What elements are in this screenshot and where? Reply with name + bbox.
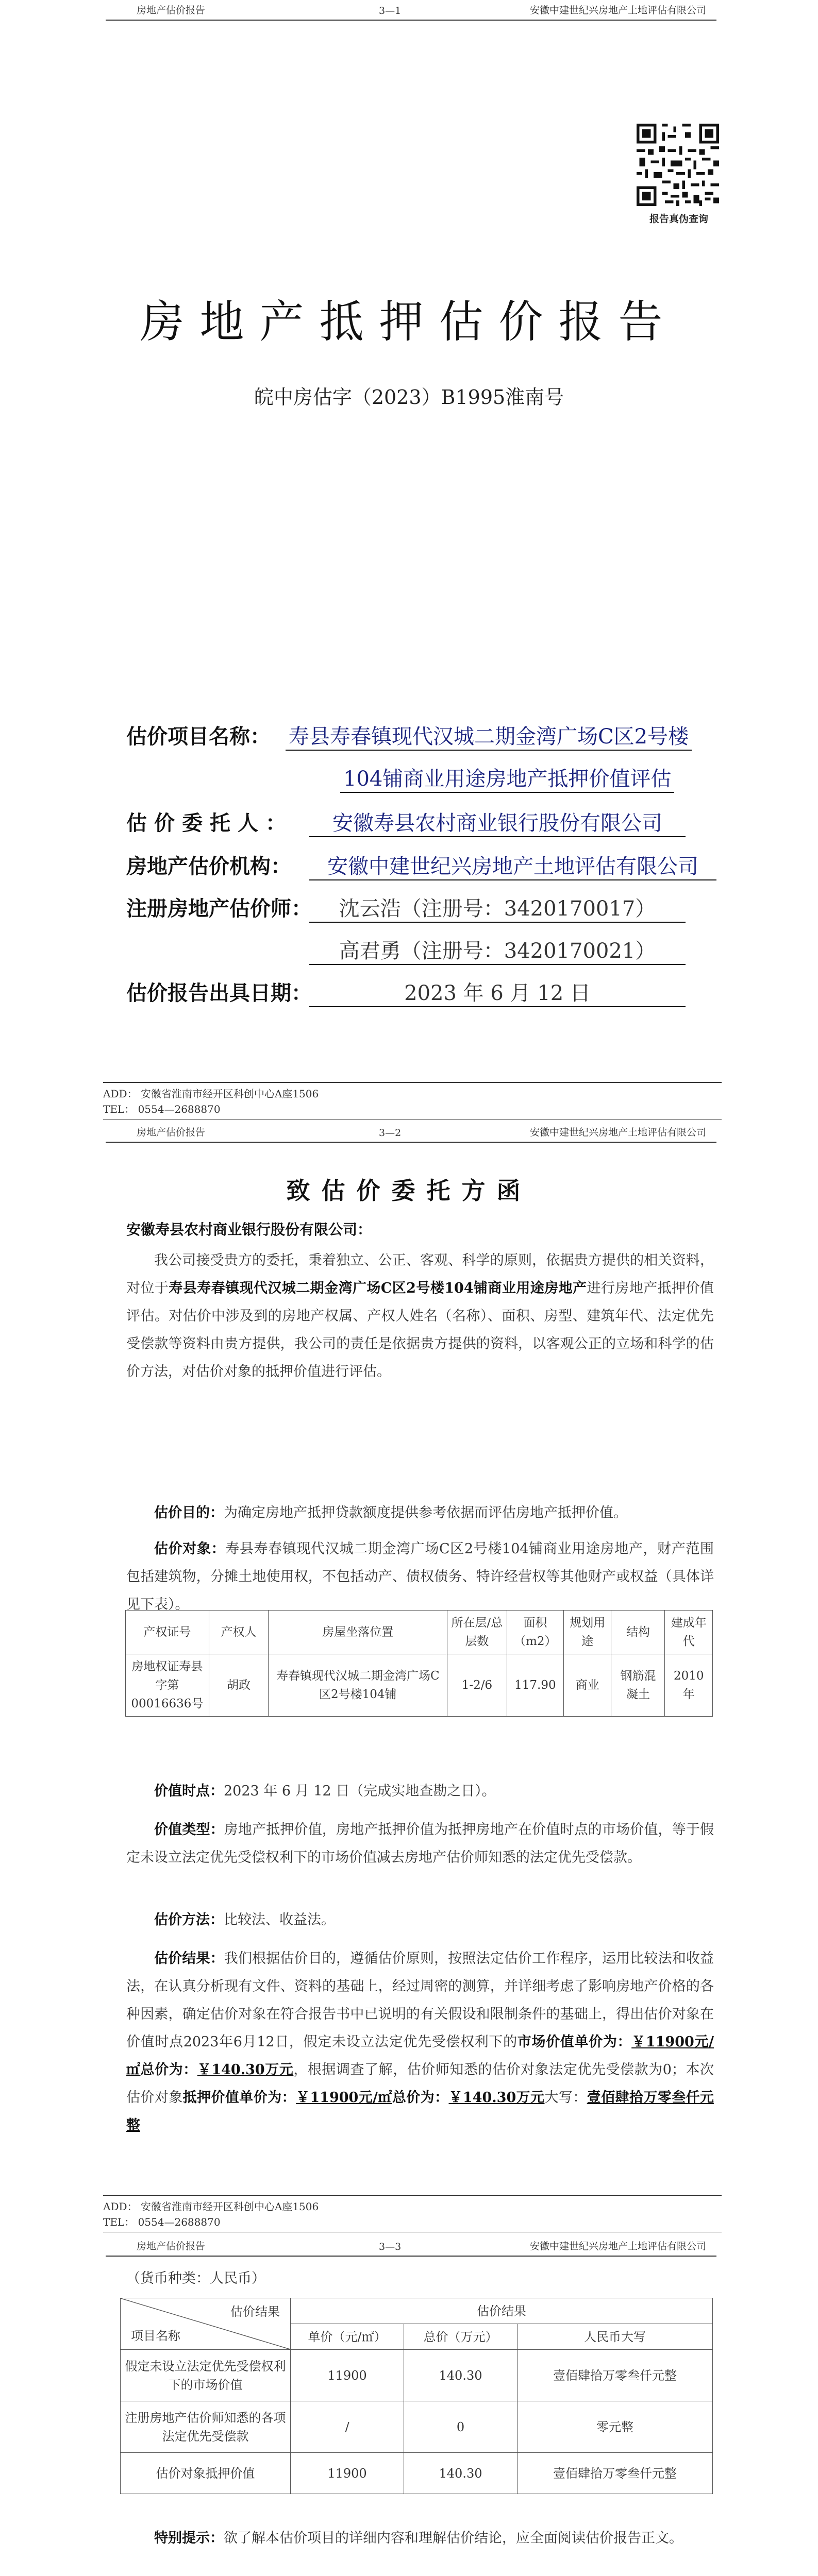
appraiser-row — [126, 892, 312, 922]
table-row — [121, 2453, 713, 2494]
result-paragraph: 估价结果：我们根据估价目的，遵循估价原则，按照法定估价工作程序，运用比较法和收益法，在认真分析现有文件、资料的基础上，经过周密的测算，并详细考虑了影响房地产价格的各种因素，确定估价对象在符合报告书中已说明的有关假设和限制条件的基础上，得出估价对象在价值时点2023年6月12日，假定未设立法定优先受偿权利下的市场价值单价为：￥11900元/㎡总价为：￥140.30万元，根据调查了解，估价师知悉的估价对象法定优先受偿款为0；本次估价对象抵押价值单价为：￥11900元/㎡总价为：￥140.30万元大写：壹佰肆拾万零叁仟元整 — [126, 1951, 714, 2133]
footer-address: ADD： 安徽省淮南市经开区科创中心A座1506 — [103, 2200, 319, 2213]
table-cell: 寿春镇现代汉城二期金湾广场C区2号楼104铺 — [269, 1654, 447, 1717]
agency-label: 房地产估价机构： — [126, 854, 291, 878]
result-group-header: 估价结果 — [291, 2298, 713, 2324]
report-title: 房地产抵押估价报告 — [140, 296, 678, 348]
table-cell: 11900 — [291, 2453, 404, 2494]
project-name-label: 估价项目名称： — [126, 724, 271, 749]
header-page-number: 3—3 — [379, 2241, 402, 2252]
agency-value: 安徽中建世纪兴房地产土地评估有限公司 — [309, 850, 716, 880]
page-footer — [103, 1082, 722, 1120]
table-header: 建成年代 — [665, 1611, 713, 1654]
page-footer — [103, 2195, 722, 2232]
appraiser-label: 注册房地产估价师： — [126, 896, 312, 921]
purpose-paragraph: 估价目的：为确定房地产抵押贷款额度提供参考依据而评估房地产抵押价值。 — [154, 1505, 627, 1521]
project-name-value-1: 寿县寿春镇现代汉城二期金湾广场C区2号楼 — [286, 720, 692, 751]
value-time-paragraph: 价值时点：2023 年 6 月 12 日（完成实地查勘之日）。 — [154, 1783, 496, 1799]
table-cell: 假定未设立法定优先受偿权利下的市场价值 — [121, 2350, 291, 2401]
table-cell: 140.30 — [404, 2350, 517, 2401]
header-right: 安徽中建世纪兴房地产土地评估有限公司 — [529, 2241, 706, 2252]
table-cell: 0 — [404, 2401, 517, 2453]
table-header: 产权证号 — [126, 1611, 209, 1654]
footer-address: ADD： 安徽省淮南市经开区科创中心A座1506 — [103, 1088, 319, 1100]
table-header: 产权人 — [209, 1611, 269, 1654]
qr-caption: 报告真伪查询 — [649, 213, 708, 225]
header-left: 房地产估价报告 — [137, 5, 206, 16]
table-cell: 2010年 — [665, 1654, 713, 1717]
result-project-label: 项目名称 — [131, 2329, 180, 2343]
header-page-number: 3—2 — [379, 1127, 402, 1139]
date-value: 2023 年 6 月 12 日 — [309, 977, 686, 1007]
table-cell: 估价对象抵押价值 — [121, 2453, 291, 2494]
header-right: 安徽中建世纪兴房地产土地评估有限公司 — [529, 1127, 706, 1138]
table-cell: 零元整 — [517, 2401, 713, 2453]
date-label: 估价报告出具日期： — [126, 981, 312, 1005]
header-left: 房地产估价报告 — [137, 2241, 206, 2252]
currency-line: （货币种类：人民币） — [126, 2270, 265, 2286]
project-name-value-2: 104铺商业用途房地产抵押价值评估 — [340, 762, 674, 793]
result-col-unit: 单价（元/㎡） — [291, 2324, 404, 2350]
table-cell: 1-2/6 — [447, 1654, 507, 1717]
table-cell: 钢筋混凝土 — [611, 1654, 665, 1717]
table-header: 所在层/总层数 — [447, 1611, 507, 1654]
capital-amount: 壹佰肆拾万零叁仟元整 — [126, 2090, 714, 2133]
property-name-bold: 寿县寿春镇现代汉城二期金湾广场C区2号楼104铺商业用途房地产 — [169, 1280, 587, 1296]
page-header — [106, 0, 716, 21]
table-header-row — [126, 1611, 713, 1654]
table-cell: 11900 — [291, 2350, 404, 2401]
footer-tel: TEL： 0554—2688870 — [103, 2216, 221, 2228]
date-row — [126, 977, 312, 1006]
result-table — [120, 2298, 713, 2494]
header-right: 安徽中建世纪兴房地产土地评估有限公司 — [529, 5, 706, 16]
object-paragraph: 估价对象：寿县寿春镇现代汉城二期金湾广场C区2号楼104铺商业用途房地产，财产范围包括建筑物，分摊土地使用权，不包括动产、债权债务、特许经营权等其他财产或权益（具体详见下表）。 — [126, 1541, 714, 1613]
table-cell: 商业 — [564, 1654, 611, 1717]
table-header: 结构 — [611, 1611, 665, 1654]
table-cell: 胡政 — [209, 1654, 269, 1717]
table-cell: 壹佰肆拾万零叁仟元整 — [517, 2453, 713, 2494]
table-row — [121, 2350, 713, 2401]
appraiser-2-value: 高君勇（注册号：3420170021） — [309, 935, 686, 965]
special-note: 特别提示：欲了解本估价项目的详细内容和理解估价结论，应全面阅读估价报告正文。 — [154, 2530, 683, 2546]
client-value: 安徽寿县农村商业银行股份有限公司 — [309, 807, 686, 837]
table-cell: 注册房地产估价师知悉的各项法定优先受偿款 — [121, 2401, 291, 2453]
value-type-paragraph: 价值类型：房地产抵押价值，房地产抵押价值为抵押房地产在价值时点的市场价值，等于假定未设立法定优先受偿权利下的市场价值减去房地产估价师知悉的法定优先受偿款。 — [126, 1822, 714, 1866]
project-name-row — [126, 720, 271, 750]
result-header-row — [121, 2298, 713, 2324]
page-header — [106, 2236, 716, 2257]
letter-addressee: 安徽寿县农村商业银行股份有限公司： — [126, 1221, 372, 1238]
page-header — [106, 1122, 716, 1143]
footer-tel: TEL： 0554—2688870 — [103, 1103, 221, 1115]
table-header: 房屋坐落位置 — [269, 1611, 447, 1654]
method-paragraph: 估价方法：比较法、收益法。 — [154, 1912, 335, 1928]
mortgage-unit-price: ￥11900元/㎡ — [295, 2090, 392, 2106]
mortgage-total-price: ￥140.30万元 — [448, 2090, 545, 2106]
table-cell: 117.90 — [507, 1654, 563, 1717]
result-col-total: 总价（万元） — [404, 2324, 517, 2350]
report-number: 皖中房估字（2023）B1995淮南号 — [254, 386, 564, 409]
table-row — [126, 1654, 713, 1717]
letter-intro: 我公司接受贵方的委托，秉着独立、公正、客观、科学的原则，依据贵方提供的相关资料，对位于寿县寿春镇现代汉城二期金湾广场C区2号楼104铺商业用途房地产进行房地产抵押价值评估。对估价中涉及到的房地产权属、产权人姓名（名称）、面积、房型、建筑年代、法定优先受偿款等资料由贵方提供，我公司的责任是依据贵方提供的资料，以客观公正的立场和科学的估价方法，对估价对象的抵押价值进行评估。 — [126, 1252, 714, 1380]
letter-title: 致估价委托方函 — [286, 1177, 532, 1205]
result-corner-cell — [121, 2298, 291, 2350]
table-header: 规划用途 — [564, 1611, 611, 1654]
result-col-capital: 人民币大写 — [517, 2324, 713, 2350]
table-cell: 140.30 — [404, 2453, 517, 2494]
property-table — [125, 1610, 713, 1717]
client-label: 估价委托人： — [126, 811, 293, 835]
header-page-number: 3—1 — [379, 5, 402, 16]
qr-code-icon[interactable] — [637, 124, 719, 206]
table-cell: 壹佰肆拾万零叁仟元整 — [517, 2350, 713, 2401]
client-row — [126, 807, 293, 836]
market-total-price: ￥140.30万元 — [197, 2062, 294, 2078]
market-unit-price: ￥11900元/㎡ — [126, 2034, 714, 2078]
table-row — [121, 2401, 713, 2453]
table-cell: / — [291, 2401, 404, 2453]
table-header: 面积（m2） — [507, 1611, 563, 1654]
header-left: 房地产估价报告 — [137, 1127, 206, 1138]
table-cell: 房地权证寿县字第00016636号 — [126, 1654, 209, 1717]
result-corner-label: 估价结果 — [230, 2304, 280, 2319]
appraiser-1-value: 沈云浩（注册号：3420170017） — [309, 892, 686, 923]
agency-row — [126, 850, 291, 879]
